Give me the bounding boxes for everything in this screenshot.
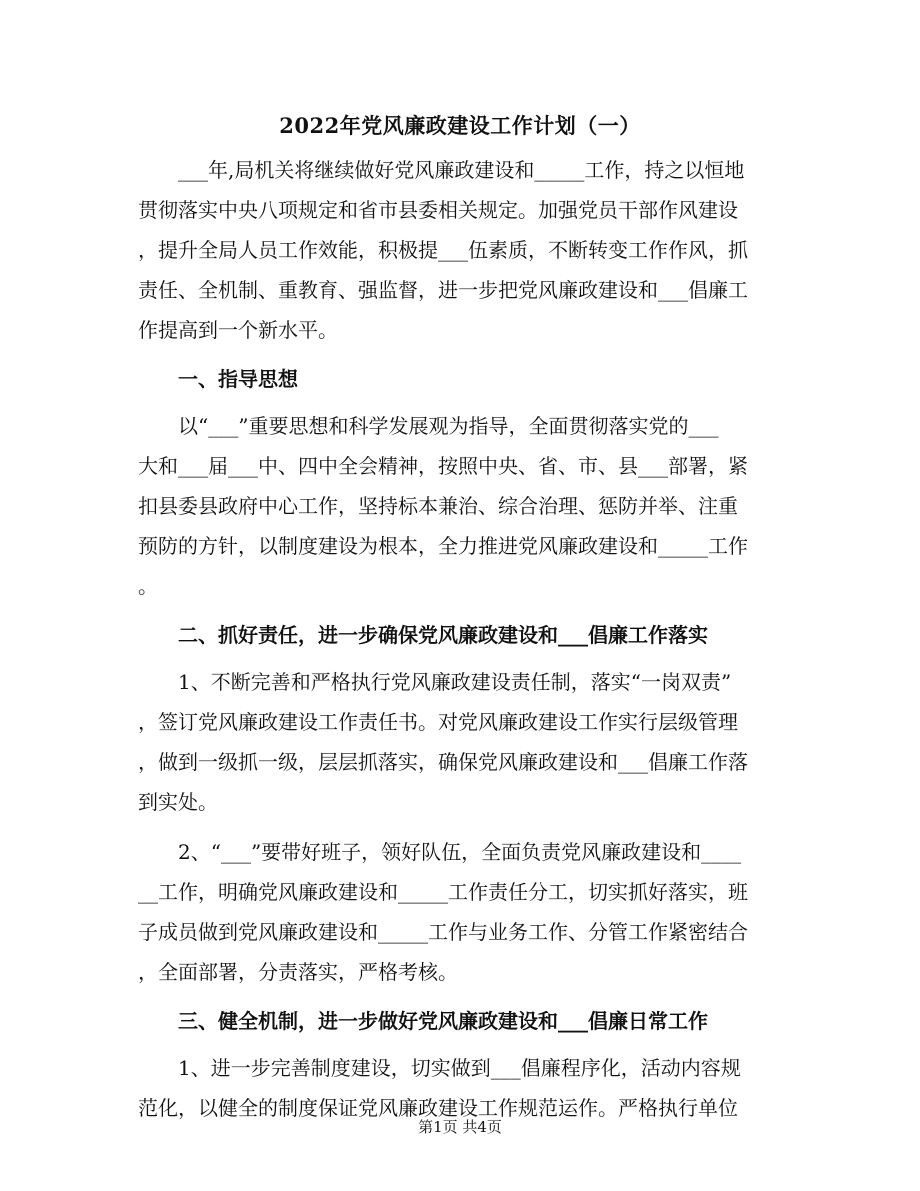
section2-item1 (138, 662, 782, 822)
section1-line: 大和___届___中、四中全会精神，按照中央、省、市、县___部署，紧 (138, 454, 748, 478)
paragraph-spacer (138, 822, 782, 832)
section-heading-responsibility: 二、抓好责任，进一步确保党风廉政建设和___倡廉工作落实 (178, 623, 708, 647)
section2-item2-line: 2、“___”要带好班子，领好队伍，全面负责党风廉政建设和____ (138, 840, 742, 864)
page-number-footer: 第1页 共4页 (418, 1118, 502, 1136)
document-title: 2022年党风廉政建设工作计划（一） (279, 113, 641, 138)
section2-item1-line: 到实处。 (138, 790, 218, 814)
intro-line: 责任、全机制、重教育、强监督，进一步把党风廉政建设和___倡廉工 (138, 278, 748, 302)
section1-line: 。 (138, 574, 158, 598)
section-heading-guiding-ideology: 一、指导思想 (178, 367, 298, 391)
section3-item1-line: 范化，以健全的制度保证党风廉政建设工作规范运作。严格执行单位 (138, 1096, 738, 1120)
intro-paragraph (138, 150, 782, 350)
section1-line: 预防的方针，以制度建设为根本，全力推进党风廉政建设和_____工作 (138, 534, 748, 558)
intro-line: ___年,局机关将继续做好党风廉政建设和_____工作，持之以恒地 (138, 158, 745, 182)
section1-line: 扣县委县政府中心工作，坚持标本兼治、综合治理、惩防并举、注重 (138, 494, 738, 518)
intro-line: 贯彻落实中央八项规定和省市县委相关规定。加强党员干部作风建设 (138, 198, 738, 222)
section-heading-mechanism: 三、健全机制，进一步做好党风廉政建设和___倡廉日常工作 (178, 1009, 708, 1033)
intro-line: ，提升全局人员工作效能，积极提___伍素质，不断转变工作作风，抓 (138, 238, 748, 262)
document-body (138, 150, 782, 1128)
section3-item1 (138, 1048, 782, 1128)
section1-line: 以“___”重要思想和科学发展观为指导，全面贯彻落实党的___ (138, 414, 719, 438)
intro-line: 作提高到一个新水平。 (138, 318, 338, 342)
section2-item1-line: ，做到一级抓一级，层层抓落实，确保党风廉政建设和___倡廉工作落 (138, 750, 748, 774)
section2-item2-line: __工作，明确党风廉政建设和_____工作责任分工，切实抓好落实，班 (138, 880, 748, 904)
section3-item1-line: 1、进一步完善制度建设，切实做到___倡廉程序化，活动内容规 (138, 1056, 741, 1080)
section2-item1-line: ，签订党风廉政建设工作责任书。对党风廉政建设工作实行层级管理 (138, 710, 738, 734)
section2-item2-line: ，全面部署，分责落实，严格考核。 (138, 960, 458, 984)
section2-item2-line: 子成员做到党风廉政建设和_____工作与业务工作、分管工作紧密结合 (138, 920, 748, 944)
section2-item2 (138, 832, 782, 992)
section2-item1-line: 1、不断完善和严格执行党风廉政建设责任制，落实“一岗双责” (138, 670, 732, 694)
section1-paragraph (138, 406, 782, 606)
